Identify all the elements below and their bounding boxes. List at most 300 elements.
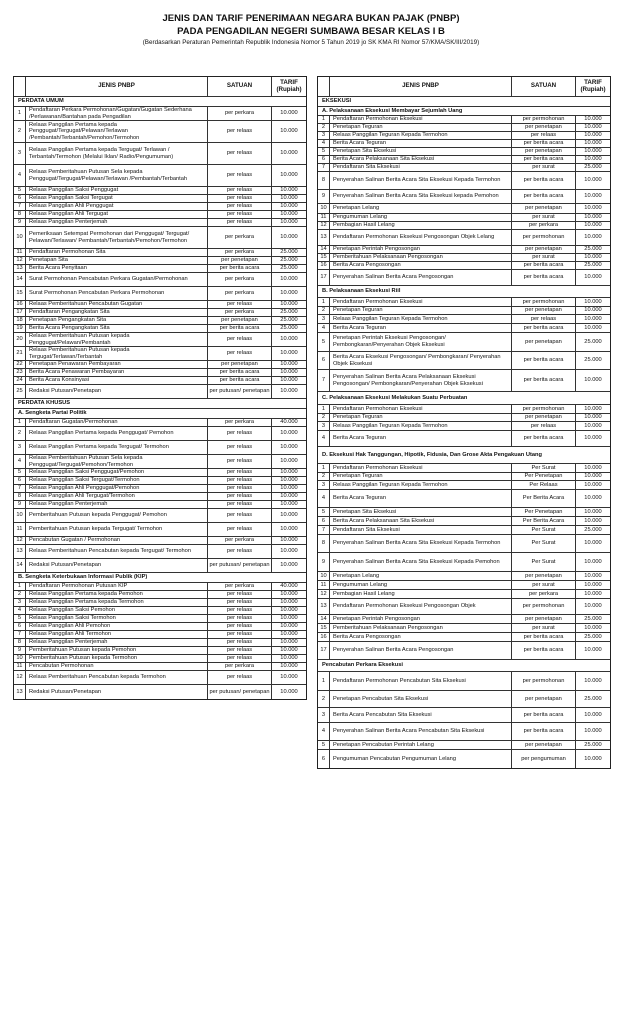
fee-type: Relaas Panggilan Teguran Kepada Termohon xyxy=(330,315,512,323)
table-row xyxy=(14,333,306,347)
fee-unit: per penetapan xyxy=(512,615,576,623)
table-row xyxy=(318,270,610,286)
table-row xyxy=(318,230,610,246)
fee-amount: 10.000 xyxy=(280,211,298,218)
table-row xyxy=(318,148,610,156)
fee-unit: per permohonan xyxy=(512,599,576,614)
fee-type: Pendaftaran Permohonan Eksekusi xyxy=(330,116,512,123)
table-row xyxy=(14,249,306,257)
subsection-heading xyxy=(14,573,306,583)
fee-amount: 10.000 xyxy=(280,493,298,500)
fee-unit: per relaas xyxy=(208,211,272,218)
fee-type: Penetapan Sita Eksekusi xyxy=(330,508,512,516)
section-heading xyxy=(14,97,306,107)
row-number: 8 xyxy=(318,172,330,189)
row-number: 13 xyxy=(318,230,330,245)
row-number: 3 xyxy=(14,143,26,164)
fee-type: Berita Acara Teguran xyxy=(330,490,512,507)
table-row xyxy=(318,599,610,615)
fee-unit: per berita acara xyxy=(512,352,576,369)
table-row xyxy=(318,535,610,553)
fee-amount: 10.000 xyxy=(280,591,298,598)
fee-amount: 10.000 xyxy=(584,274,602,281)
row-number: 11 xyxy=(318,214,330,221)
table-row xyxy=(14,583,306,591)
fee-amount: 25.000 xyxy=(584,357,602,364)
table-row xyxy=(14,369,306,377)
fee-type: Pemeriksaan Setempat Permohonan dari Penggugat/ Tergugat/ Pelawan/Terlawan/ Pembantah/Terbantah/Pemohon/Termohon xyxy=(26,227,208,248)
table-row xyxy=(14,441,306,455)
fee-amount: 10.000 xyxy=(584,205,602,212)
fee-amount: 10.000 xyxy=(584,324,602,331)
fee-amount: 10.000 xyxy=(584,603,602,610)
fee-type: Relaas Panggilan Saksi Penggugat/Pemohon xyxy=(26,469,208,476)
row-number: 17 xyxy=(318,642,330,659)
row-number: 4 xyxy=(14,607,26,614)
fee-unit: per penetapan xyxy=(512,691,576,707)
fee-type: Pendaftaran Permohonan Eksekusi xyxy=(330,464,512,472)
row-number: 6 xyxy=(14,477,26,484)
table-row xyxy=(318,633,610,642)
fee-type: Berita Acara Teguran xyxy=(330,140,512,147)
fee-unit: per putusan/ penetapan xyxy=(208,685,272,699)
table-row xyxy=(318,254,610,262)
row-number: 17 xyxy=(14,309,26,316)
fee-amount: 10.000 xyxy=(584,572,602,579)
fee-type: Relaas Panggilan Saksi Penggugat xyxy=(26,187,208,194)
fee-type: Redaksi Putusan/Penetapan xyxy=(26,685,208,699)
fee-amount: 25.000 xyxy=(584,262,602,269)
fee-type: Pencabutan Gugatan / Permohonan xyxy=(26,537,208,544)
table-row xyxy=(318,405,610,414)
fee-amount: 10.000 xyxy=(280,110,298,117)
fee-type: Pengumuman Lelang xyxy=(330,581,512,589)
row-number: 6 xyxy=(318,352,330,369)
right-fee-table xyxy=(317,76,611,769)
table-row xyxy=(14,419,306,427)
fee-amount: 10.000 xyxy=(280,639,298,646)
table-row xyxy=(318,750,610,768)
fee-type: Relaas Panggilan Penterjemah xyxy=(26,501,208,508)
table-row xyxy=(318,490,610,508)
table-row xyxy=(318,190,610,204)
fee-type: Redaksi Putusan/Penetapan xyxy=(26,559,208,572)
row-number: 2 xyxy=(14,427,26,440)
table-row xyxy=(14,265,306,273)
table-row xyxy=(318,672,610,691)
subsection-title: C. Pelaksanaan Eksekusi Melakukan Suatu Perbuatan xyxy=(322,394,468,401)
fee-unit: per penetapan xyxy=(208,317,272,324)
row-number: 5 xyxy=(14,615,26,622)
fee-amount: 10.000 xyxy=(584,728,602,735)
row-number: 3 xyxy=(318,422,330,430)
subsection-heading xyxy=(318,107,610,116)
fee-amount: 10.000 xyxy=(584,435,602,442)
fee-type: Pendaftaran Sita Eksekusi xyxy=(330,526,512,534)
fee-amount: 10.000 xyxy=(280,388,298,395)
fee-amount: 10.000 xyxy=(584,254,602,261)
fee-amount: 10.000 xyxy=(280,512,298,519)
fee-type: Relaas Panggilan Ahli Tergugat xyxy=(26,211,208,218)
fee-unit: per relaas xyxy=(208,647,272,654)
fee-type: Pendaftaran Permohonan Sita xyxy=(26,249,208,256)
fee-amount: 25.000 xyxy=(584,615,602,622)
fee-unit: per berita acara xyxy=(208,377,272,384)
fee-type: Relaas Panggilan Ahli Penggugat xyxy=(26,203,208,210)
fee-amount: 10.000 xyxy=(584,177,602,184)
column-header-jenis: JENIS PNBP xyxy=(26,77,208,96)
table-row xyxy=(14,663,306,671)
table-row xyxy=(318,214,610,222)
fee-type: Pemberitahuan Pelaksanaan Pengosongan xyxy=(330,624,512,632)
table-row xyxy=(14,523,306,537)
fee-unit: per relaas xyxy=(208,509,272,522)
fee-amount: 10.000 xyxy=(584,481,602,488)
document-subtitle: PADA PENGADILAN NEGERI SUMBAWA BESAR KELAS I B xyxy=(177,26,445,37)
row-number: 10 xyxy=(14,509,26,522)
fee-unit: per berita acara xyxy=(512,324,576,332)
fee-type: Redaksi Putusan/Penetapan xyxy=(26,385,208,398)
row-number: 5 xyxy=(14,187,26,194)
row-number: 8 xyxy=(318,535,330,552)
fee-type: Relaas Panggilan Saksi Tergugat/Termohon xyxy=(26,477,208,484)
fee-unit: per permohonan xyxy=(512,116,576,123)
fee-type: Pencabutan Permohonan xyxy=(26,663,208,670)
fee-type: Relaas Panggilan Ahli Termohon xyxy=(26,631,208,638)
row-number: 12 xyxy=(318,590,330,598)
fee-unit: per berita acara xyxy=(512,156,576,163)
fee-unit: per relaas xyxy=(208,203,272,210)
fee-type: Pembagian Hasil Lelang xyxy=(330,222,512,229)
row-number: 19 xyxy=(14,325,26,332)
fee-type: Berita Acara Penawaran Pembayaran xyxy=(26,369,208,376)
fee-amount: 10.000 xyxy=(584,307,602,314)
fee-unit: per relaas xyxy=(208,485,272,492)
fee-amount: 10.000 xyxy=(280,537,298,544)
fee-type: Penetapan Perintah Eksekusi Pengosongan/ Pembongkaran/Penyerahan Objek Eksekusi xyxy=(330,333,512,351)
fee-amount: 10.000 xyxy=(584,140,602,147)
fee-amount: 10.000 xyxy=(584,132,602,139)
fee-unit: per relaas xyxy=(208,501,272,508)
fee-amount: 10.000 xyxy=(280,501,298,508)
fee-type: Relaas Pemberitahuan Putusan kepada Penggugat/Pelawan/Pembantah xyxy=(26,333,208,346)
row-number: 4 xyxy=(14,455,26,468)
fee-unit: per relaas xyxy=(208,599,272,606)
fee-type: Penyerahan Salinan Berita Acara Sita Eksekusi kepada Pemohon xyxy=(330,190,512,203)
table-row xyxy=(318,222,610,230)
fee-type: Penetapan Lelang xyxy=(330,572,512,580)
row-number: 5 xyxy=(318,148,330,155)
row-number: 23 xyxy=(14,369,26,376)
row-number: 7 xyxy=(318,526,330,534)
fee-unit: per relaas xyxy=(208,187,272,194)
fee-unit: per permohonan xyxy=(512,230,576,245)
table-row xyxy=(14,615,306,623)
fee-unit: per relaas xyxy=(512,132,576,139)
fee-type: Relaas Panggilan Saksi Tergugat xyxy=(26,195,208,202)
fee-type: Relaas Panggilan Ahli Tergugat/Termohon xyxy=(26,493,208,500)
fee-unit: per berita acara xyxy=(512,140,576,147)
fee-amount: 10.000 xyxy=(280,444,298,451)
fee-unit: per relaas xyxy=(208,441,272,454)
row-number: 7 xyxy=(318,370,330,391)
fee-type: Penetapan Sita xyxy=(26,257,208,264)
table-row xyxy=(318,246,610,254)
subsection-heading xyxy=(318,660,610,672)
fee-type: Pendaftaran Pengangkatan Sita xyxy=(26,309,208,316)
table-row xyxy=(318,324,610,333)
table-row xyxy=(14,501,306,509)
fee-unit: per relaas xyxy=(208,493,272,500)
fee-unit: Per Surat xyxy=(512,464,576,472)
fee-type: Relaas Panggilan Pertama kepada Tergugat/ Terlawan / Terbantah/Termohon (Melalui Iklan/ Radio/Pengumuman) xyxy=(26,143,208,164)
table-row xyxy=(318,708,610,723)
fee-type: Berita Acara Konsinyasi xyxy=(26,377,208,384)
fee-amount: 10.000 xyxy=(280,377,298,384)
fee-unit: per perkara xyxy=(208,583,272,590)
column-header-tarif: TARIF (Rupiah) xyxy=(580,78,606,93)
fee-amount: 10.000 xyxy=(280,647,298,654)
fee-unit: per relaas xyxy=(208,639,272,646)
row-number: 7 xyxy=(14,485,26,492)
table-row xyxy=(318,140,610,148)
row-number: 9 xyxy=(318,190,330,203)
right-table-header xyxy=(318,77,610,97)
table-row xyxy=(14,211,306,219)
fee-type: Pengumuman Pencabutan Pengumuman Lelang xyxy=(330,750,512,768)
left-fee-table xyxy=(13,76,307,700)
row-number: 1 xyxy=(318,672,330,690)
fee-type: Relaas Pemberitahuan Pencabutan Gugatan xyxy=(26,301,208,308)
fee-unit: per perkara xyxy=(208,663,272,670)
row-number: 4 xyxy=(318,431,330,446)
row-number: 13 xyxy=(14,545,26,558)
row-number: 2 xyxy=(14,121,26,142)
fee-type: Pendaftaran Sita Eksekusi xyxy=(330,164,512,171)
fee-amount: 25.000 xyxy=(280,257,298,264)
table-row xyxy=(14,165,306,187)
table-row xyxy=(318,572,610,581)
row-number: 4 xyxy=(318,723,330,740)
fee-unit: per relaas xyxy=(208,165,272,186)
fee-unit: per berita acara xyxy=(208,369,272,376)
row-number: 14 xyxy=(318,615,330,623)
table-row xyxy=(14,477,306,485)
fee-amount: 10.000 xyxy=(584,422,602,429)
row-number: 2 xyxy=(318,307,330,314)
row-number: 25 xyxy=(14,385,26,398)
table-row xyxy=(14,545,306,559)
fee-amount: 10.000 xyxy=(280,290,298,297)
fee-type: Relaas Panggilan Penterjemah xyxy=(26,219,208,226)
table-row xyxy=(14,455,306,469)
table-row xyxy=(318,691,610,708)
table-row xyxy=(14,639,306,647)
table-row xyxy=(318,642,610,660)
table-row xyxy=(318,590,610,599)
column-header-satuan: SATUAN xyxy=(512,77,576,96)
row-number: 11 xyxy=(14,249,26,256)
section-heading xyxy=(318,97,610,107)
fee-amount: 25.000 xyxy=(584,338,602,345)
fee-type: Pendaftaran Permohonan Eksekusi xyxy=(330,405,512,413)
fee-amount: 10.000 xyxy=(584,464,602,471)
table-row xyxy=(14,273,306,287)
subsection-title: B. Pelaksanaan Eksekusi Riil xyxy=(322,288,401,295)
row-number: 14 xyxy=(14,559,26,572)
fee-unit: per penetapan xyxy=(512,148,576,155)
row-number: 22 xyxy=(14,361,26,368)
fee-amount: 10.000 xyxy=(280,128,298,135)
fee-unit: per perkara xyxy=(208,273,272,286)
fee-type: Relaas Panggilan Teguran Kepada Termohon xyxy=(330,422,512,430)
table-row xyxy=(318,124,610,132)
fee-type: Pendaftaran Permohonan Putusan KIP xyxy=(26,583,208,590)
table-row xyxy=(318,164,610,172)
table-row xyxy=(14,203,306,211)
row-number: 2 xyxy=(318,124,330,131)
subsection-title: D. Eksekusi Hak Tanggungan, Hipotik, Fidusia, Dan Grose Akta Pengakuan Utang xyxy=(322,451,542,458)
row-number: 5 xyxy=(318,508,330,516)
table-row xyxy=(14,647,306,655)
column-header-tarif: TARIF (Rupiah) xyxy=(276,78,302,93)
fee-amount: 10.000 xyxy=(280,599,298,606)
table-row xyxy=(318,262,610,270)
fee-amount: 25.000 xyxy=(584,164,602,171)
fee-amount: 10.000 xyxy=(280,688,298,695)
row-number: 14 xyxy=(318,246,330,253)
row-number: 6 xyxy=(318,156,330,163)
row-number: 4 xyxy=(318,140,330,147)
table-row xyxy=(14,347,306,361)
fee-type: Relaas Panggilan Teguran Kepada Termohon xyxy=(330,481,512,489)
fee-unit: per berita acara xyxy=(512,262,576,269)
fee-amount: 25.000 xyxy=(584,695,602,702)
fee-type: Berita Acara Pengosongan xyxy=(330,633,512,641)
fee-unit: per putusan/ penetapan xyxy=(208,385,272,398)
fee-amount: 10.000 xyxy=(584,405,602,412)
fee-unit: per relaas xyxy=(208,219,272,226)
fee-type: Pendaftaran Gugatan/Permohonan xyxy=(26,419,208,426)
section-title: EKSEKUSI xyxy=(322,98,352,105)
fee-unit: per penetapan xyxy=(208,257,272,264)
fee-amount: 10.000 xyxy=(280,219,298,226)
fee-unit: per penetapan xyxy=(512,414,576,421)
fee-amount: 10.000 xyxy=(280,477,298,484)
fee-unit: per putusan/ penetapan xyxy=(208,559,272,572)
row-number: 1 xyxy=(14,419,26,426)
row-number: 2 xyxy=(318,691,330,707)
row-number: 12 xyxy=(14,671,26,684)
table-row xyxy=(14,385,306,399)
row-number: 9 xyxy=(318,553,330,571)
table-row xyxy=(14,195,306,203)
fee-amount: 10.000 xyxy=(280,631,298,638)
row-number: 10 xyxy=(318,572,330,580)
fee-unit: per relaas xyxy=(208,477,272,484)
fee-unit: per relaas xyxy=(208,615,272,622)
table-row xyxy=(318,298,610,307)
fee-amount: 10.000 xyxy=(584,222,602,229)
row-number: 3 xyxy=(14,441,26,454)
fee-unit: per berita acara xyxy=(512,370,576,391)
row-number: 15 xyxy=(318,254,330,261)
fee-type: Berita Acara Pelaksanaan Sita Eksekusi xyxy=(330,156,512,163)
row-number: 6 xyxy=(318,517,330,525)
fee-unit: per relaas xyxy=(208,671,272,684)
fee-type: Relaas Pemberitahuan Pencabutan kepada Tergugat/ Termohon xyxy=(26,545,208,558)
fee-type: Berita Acara Teguran xyxy=(330,324,512,332)
fee-unit: Per Relaas xyxy=(512,481,576,489)
fee-type: Penetapan Lelang xyxy=(330,204,512,213)
fee-unit: Per Surat xyxy=(512,553,576,571)
fee-type: Relaas Panggilan Pertama kepada Penggugat/Tergugat/Pelawan/Terlawan /Pembantah/Terbantah/Pemohon/Termohon xyxy=(26,121,208,142)
fee-type: Relaas Panggilan Penterjemah xyxy=(26,639,208,646)
fee-amount: 10.000 xyxy=(280,187,298,194)
table-row xyxy=(14,317,306,325)
table-row xyxy=(14,485,306,493)
row-number: 8 xyxy=(14,493,26,500)
section-title: PERDATA KHUSUS xyxy=(18,400,71,407)
fee-type: Pendaftaran Permohonan Pencabutan Sita Eksekusi xyxy=(330,672,512,690)
fee-type: Penyerahan Salinan Berita Acara Pengosongan xyxy=(330,270,512,285)
table-row xyxy=(14,121,306,143)
fee-amount: 10.000 xyxy=(584,677,602,684)
fee-amount: 10.000 xyxy=(280,276,298,283)
fee-unit: per relaas xyxy=(208,121,272,142)
row-number: 17 xyxy=(318,270,330,285)
table-row xyxy=(14,599,306,607)
row-number: 3 xyxy=(318,708,330,722)
fee-unit: per relaas xyxy=(208,469,272,476)
table-row xyxy=(318,204,610,214)
row-number: 18 xyxy=(14,317,26,324)
fee-amount: 10.000 xyxy=(584,647,602,654)
fee-unit: per permohonan xyxy=(512,405,576,413)
fee-unit: per berita acara xyxy=(512,642,576,659)
table-row xyxy=(14,287,306,301)
fee-amount: 10.000 xyxy=(280,607,298,614)
fee-amount: 25.000 xyxy=(584,526,602,533)
row-number: 2 xyxy=(318,473,330,480)
table-row xyxy=(14,227,306,249)
fee-amount: 10.000 xyxy=(584,508,602,515)
fee-unit: per relaas xyxy=(208,195,272,202)
fee-amount: 25.000 xyxy=(584,633,602,640)
fee-amount: 10.000 xyxy=(584,540,602,547)
fee-unit: per penetapan xyxy=(208,361,272,368)
table-row xyxy=(318,116,610,124)
fee-type: Relaas Pemberitahuan Pencabutan kepada Termohon xyxy=(26,671,208,684)
row-number: 14 xyxy=(14,273,26,286)
table-row xyxy=(318,132,610,140)
fee-type: Penetapan Penawaran Pembayaran xyxy=(26,361,208,368)
fee-unit: per relaas xyxy=(512,422,576,430)
fee-type: Pendaftaran Permohonan Eksekusi Pengosongan Objek xyxy=(330,599,512,614)
fee-amount: 25.000 xyxy=(584,246,602,253)
fee-unit: per permohonan xyxy=(512,672,576,690)
fee-amount: 10.000 xyxy=(584,495,602,502)
table-row xyxy=(14,187,306,195)
fee-type: Penetapan Pencabutan Sita Eksekusi xyxy=(330,691,512,707)
table-row xyxy=(14,325,306,333)
fee-unit: per berita acara xyxy=(512,431,576,446)
fee-unit: per perkara xyxy=(208,107,272,120)
table-row xyxy=(318,414,610,422)
fee-type: Penyerahan Salinan Berita Acara Pengosongan xyxy=(330,642,512,659)
fee-type: Relaas Panggilan Teguran Kepada Termohon xyxy=(330,132,512,139)
table-row xyxy=(14,655,306,663)
